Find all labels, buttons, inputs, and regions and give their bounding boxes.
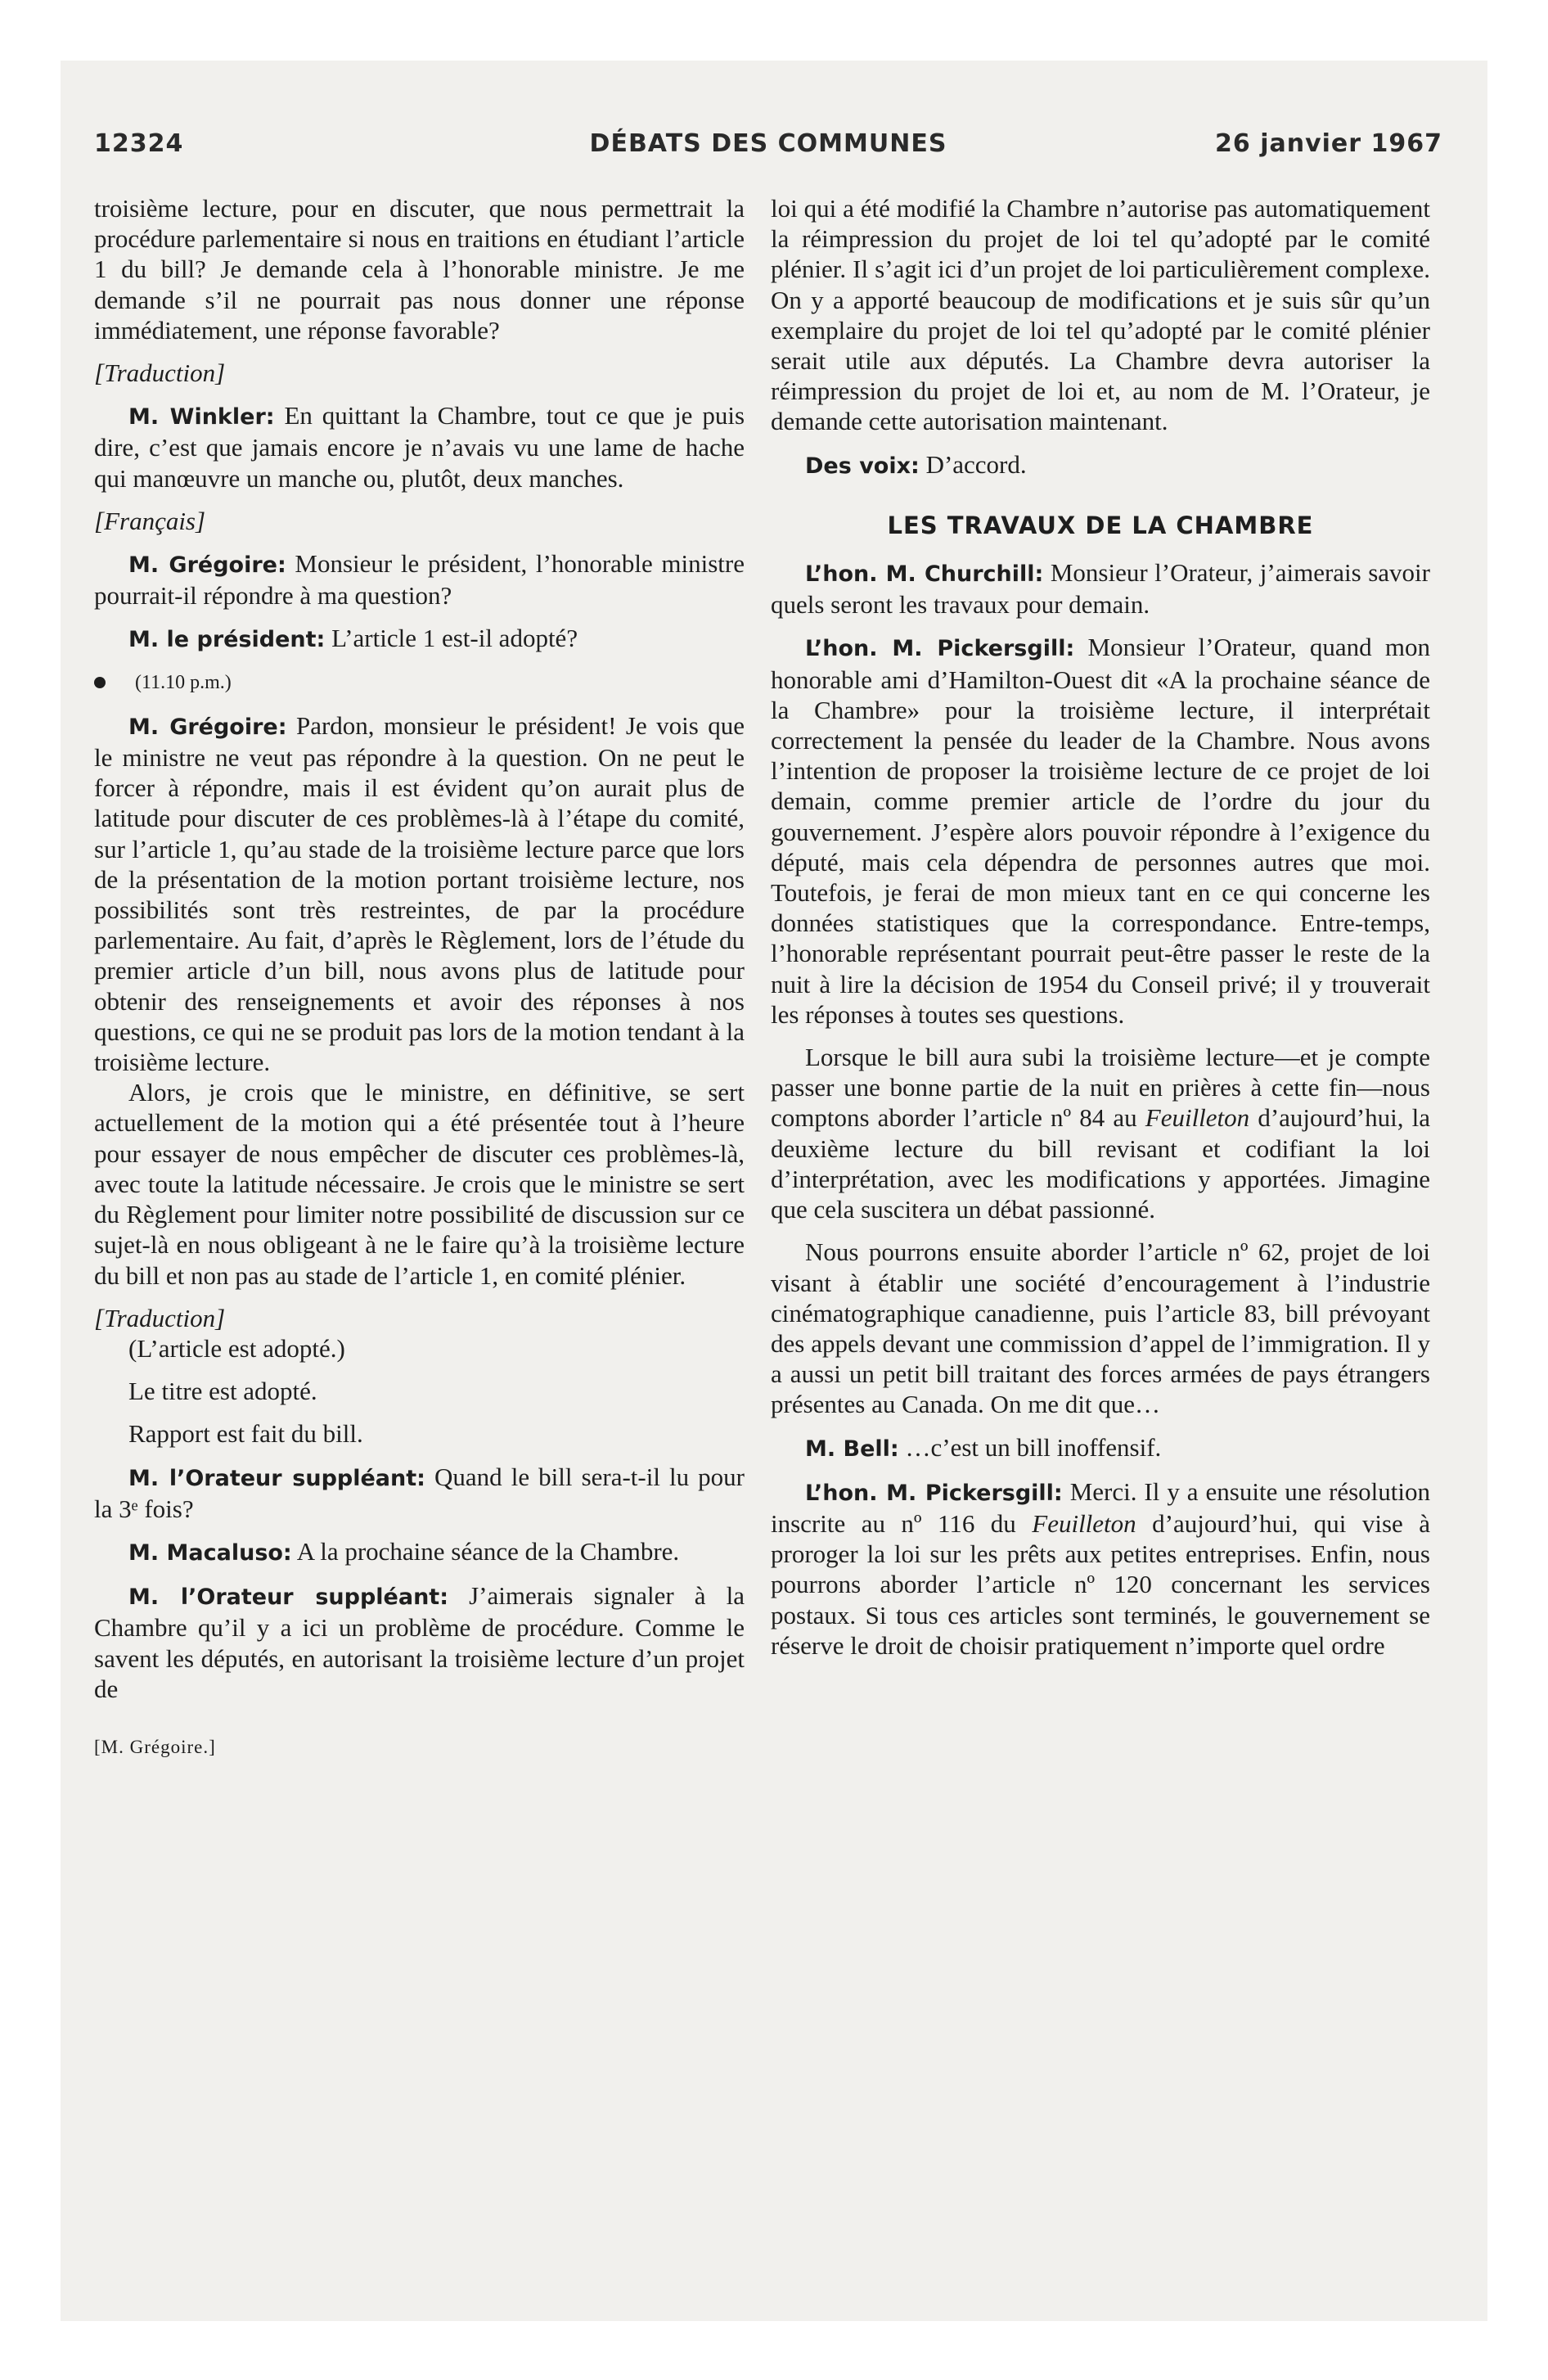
speech-text: A la prochaine séance de la Chambre. — [296, 1536, 680, 1566]
publication-title: DÉBATS DES COMMUNES — [589, 129, 947, 158]
paragraph-text: d’aujourd’hui, la deuxième lecture du bill revisant et codifiant la loi d’interprétation, avec les modifications y apportées. Jimagine que cela suscitera un débat passionné. — [771, 1103, 1431, 1224]
speech — [771, 1476, 1430, 1661]
speech-text: Monsieur l’Orateur, j’aimerais savoir quels seront les travaux pour demain. — [771, 558, 1430, 620]
bullet-icon — [94, 677, 106, 688]
paragraph: troisième lecture, pour en discuter, que nous permettrait la procédure parlementaire si nous en traitions en étudiant l’article 1 du bill? Je demande cela à l’honorable ministre. Je me demande s’il ne pourrait pas nous donner une réponse immédiatement, une réponse favorable? — [94, 194, 745, 345]
timestamp-text: (11.10 p.m.) — [135, 671, 232, 693]
speech-text: d’aujourd’hui, qui vise à proroger la loi sur les prêts aux petites entreprises. Enfin, nous pourrons aborder l’article nº 120 concernant les services postaux. Si tous ces articles sont terminés, le gouvernement se réserve le droit de choisir pratiquement n’importe quel ordre — [771, 1508, 1431, 1660]
speech — [771, 449, 1430, 481]
speech-text: J’aimerais signaler à la Chambre qu’il y a ici un problème de procédure. Comme le savent les députés, en autorisant la troisième lecture d’un projet de — [94, 1581, 745, 1703]
paragraph-text: Lorsque le bill aura subi la troisième lecture—et je compte passer une bonne partie de la nuit en prières à cette fin—nous comptons aborder l’article nº 84 au — [771, 1043, 1430, 1133]
speaker-name: M. l’Orateur suppléant: — [128, 1465, 425, 1491]
speaker-footer: [M. Grégoire.] — [94, 1736, 216, 1757]
speech-text: Quand le bill sera-t-il lu pour la 3ᵉ fois? — [94, 1462, 745, 1523]
speech — [94, 400, 745, 494]
speaker-name: L’hon. M. Churchill: — [805, 561, 1044, 588]
speech-text: Monsieur le président, l’honorable ministre pourrait-il répondre à ma question? — [94, 549, 745, 611]
page-header — [94, 129, 1442, 169]
speech — [771, 1432, 1430, 1464]
language-tag: [Français] — [94, 506, 206, 535]
speaker-name: M. Grégoire: — [128, 714, 287, 740]
page-date: 26 janvier 1967 — [1215, 129, 1442, 158]
speech — [94, 1536, 745, 1568]
language-tag: [Traduction] — [94, 1303, 226, 1332]
paragraph: Rapport est fait du bill. — [128, 1419, 363, 1449]
page-number: 12324 — [94, 129, 184, 158]
speech — [94, 623, 745, 655]
timestamp — [94, 668, 745, 698]
paragraph — [771, 1042, 1430, 1224]
speaker-name: M. Bell: — [805, 1436, 899, 1462]
speaker-name: M. l’Orateur suppléant: — [128, 1584, 449, 1611]
paragraph: (L’article est adopté.) — [128, 1333, 345, 1363]
speaker-name: M. Macaluso: — [128, 1539, 292, 1566]
speaker-name: Des voix: — [805, 453, 920, 479]
speech — [771, 557, 1430, 620]
speech — [94, 1462, 745, 1524]
speech — [94, 710, 745, 1077]
speaker-name: M. le président: — [128, 627, 326, 653]
speaker-name: M. Grégoire: — [128, 552, 286, 579]
left-column — [94, 193, 745, 1762]
paragraph: loi qui a été modifié la Chambre n’autorise pas automatiquement la réimpression du projet de loi tel qu’adopté par le comité plénier. Il s’agit ici d’un projet de loi particulièrement complexe. On y a apporté beaucoup de modifications et je suis sûr qu’un exemplaire du projet de loi tel qu’adopté par le comité plénier serait utile aux députés. La Chambre devra autoriser la réimpression du projet de loi et, au nom de M. l’Orateur, je demande cette autorisation maintenant. — [771, 194, 1430, 436]
speech-text: D’accord. — [925, 449, 1027, 479]
speech-text: L’article 1 est-il adopté? — [331, 624, 578, 653]
speaker-name: L’hon. M. Pickersgill: — [805, 1480, 1063, 1506]
speech-text: Merci. Il y a ensuite une résolution inscrite au nº 116 du — [771, 1476, 1431, 1538]
paragraph: Alors, je crois que le ministre, en définitive, se sert actuellement de la motion qui a été présentée tout à l’heure pour essayer de nous empêcher de discuter ces problèmes-là, avec toute la latitude nécessaire. Je crois que le ministre se sert du Règlement pour limiter notre possibilité de discussion sur ce sujet-là en nous obligeant à ne le faire qu’à la troisième lecture du bill et non pas au stade de l’article 1, en comité plénier. — [94, 1078, 745, 1290]
speech — [94, 1580, 745, 1704]
italic-term: Feuilleton — [1032, 1508, 1136, 1538]
speaker-name: M. Winkler: — [128, 404, 275, 430]
right-column — [771, 193, 1430, 1661]
italic-term: Feuilleton — [1145, 1103, 1250, 1133]
speaker-name: L’hon. M. Pickersgill: — [805, 636, 1075, 662]
language-tag: [Traduction] — [94, 358, 226, 388]
paragraph: Nous pourrons ensuite aborder l’article nº 62, projet de loi visant à établir une société d’encouragement à l’industrie cinématographique canadienne, puis l’article 83, bill prévoyant des appels devant une commission d’appel de l’immigration. Il y a aussi un petit bill traitant des forces armées de pays étrangers présentes au Canada. On me dit que… — [771, 1237, 1430, 1419]
speech-text: En quittant la Chambre, tout ce que je puis dire, c’est que jamais encore je n’avais vu une lame de hache qui manœuvre un manche ou, plutôt, deux manches. — [94, 401, 745, 493]
speech — [771, 632, 1430, 1030]
speech — [94, 548, 745, 611]
paragraph: Le titre est adopté. — [128, 1377, 317, 1406]
section-heading: LES TRAVAUX DE LA CHAMBRE — [887, 511, 1314, 539]
speech-text: …c’est un bill inoffensif. — [905, 1432, 1162, 1462]
speech-text: Pardon, monsieur le président! Je vois que le ministre ne veut pas répondre à la question. On ne peut le forcer à répondre, mais il est évident qu’on aurait plus de latitude pour discuter de ces problèmes-là à l’étape du comité, sur l’article 1, qu’au stade de la troisième lecture parce que lors de la présentation de la motion portant troisième lecture, nos possibilités sont très restreintes, de par la procédure parlementaire. Au fait, d’après le Règlement, lors de l’étude du premier article d’un bill, nous avons plus de latitude pour obtenir des renseignements et avoir des réponses à nos questions, ce qui ne se produit pas lors de la motion tendant à la troisième lecture. — [94, 710, 745, 1077]
speech-text: Monsieur l’Orateur, quand mon honorable ami d’Hamilton-Ouest dit «A la prochaine séance de la Chambre» pour la troisième lecture, il interprétait correctement la pensée du leader de la Chambre. Nous avons l’intention de proposer la troisième lecture de ce projet de loi demain, comme premier article de l’ordre du jour du gouvernement. J’espère alors pouvoir répondre à l’exigence du député, mais cela dépendra de personnes autres que moi. Toutefois, je ferai de mon mieux tant en ce qui concerne les données statistiques que la correspondance. Entre-temps, l’honorable représentant pourrait peut-être passer le reste de la nuit à lire la décision de 1954 du Conseil privé; il y trouverait les réponses à toutes ses questions. — [771, 633, 1431, 1029]
